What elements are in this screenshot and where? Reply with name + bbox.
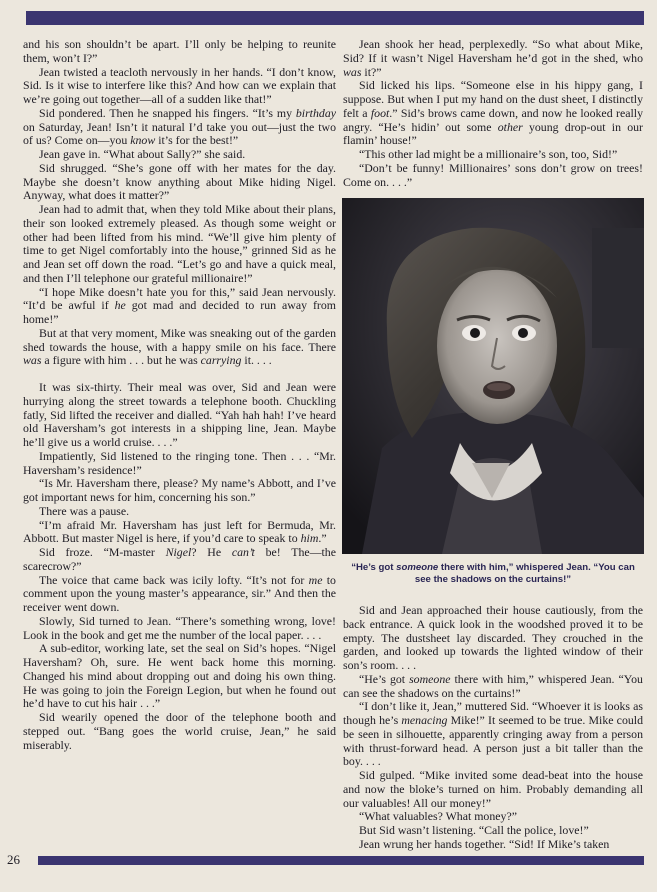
paragraph: “He’s got someone there with him,” whispered Jean. “You can see the shadows on the curtains!” (343, 671, 643, 700)
paragraph: Sid gulped. “Mike invited some dead-beat into the house and now the bloke’s turned on him. Probably demanding all our valuables! All our money!” (343, 768, 643, 810)
bottom-banner-bar (38, 856, 644, 865)
top-banner-bar (26, 11, 644, 25)
story-photo (342, 198, 644, 554)
paragraph: Sid and Jean approached their house cautiously, from the back entrance. A quick look in the woodshed proved it to be empty. The dustsheet lay discarded. They crouched in the garden, and looked up towards the lighted window of their son’s room. . . . (343, 603, 643, 672)
paragraph: Sid froze. “M-master Nigel? He can’t be! The—the scarecrow?” (23, 545, 336, 573)
paragraph: “I hope Mike doesn’t hate you for this,” said Jean nervously. “It’d be awful if he got mad and decided to run away from home!” (23, 284, 336, 326)
paragraph: But at that very moment, Mike was sneaking out of the garden shed towards the house, with a happy smile on his face. There was a figure with him . . . but he was carrying it. . . . (23, 325, 336, 368)
left-column (23, 38, 336, 752)
page-number: 26 (7, 852, 20, 867)
paragraph: Jean gave in. “What about Sally?” she said. (39, 147, 246, 161)
paragraph: The voice that came back was icily lofty. “It’s not for me to comment upon the young master’s appearance, sir.” And then the receiver went down. (23, 572, 336, 614)
paragraph: But Sid wasn’t listening. “Call the police, love!” (359, 823, 589, 837)
photo-illustration (342, 198, 644, 554)
paragraph: Sid licked his lips. “Someone else in his hippy gang, I suppose. But when I put my hand on the dust sheet, I distinctly felt a foot.” Sid’s brows came down, and now he looked really angry. “He’s hidin’ out some other young drop-out in our flamin’ house!” (343, 78, 643, 148)
paragraph: Slowly, Sid turned to Jean. “There’s something wrong, love! Look in the book and get me the number of the local paper. . . . (23, 613, 336, 642)
paragraph: Jean had to admit that, when they told Mike about their plans, their son looked extremely pleased. As though some weight or other had been lifted from his mind. “We’ll give him plenty of time to get Nigel comfortably into the house,” grinned Sid as he and Jean set off down the road. “Let’s go and have a quick meal, and then I’ll telephone our grateful millionaire!” (23, 202, 336, 285)
paragraph: Jean shook her head, perplexedly. “So what about Mike, Sid? If it wasn’t Nigel Haversham he’d got in the shed, who was it?” (343, 37, 643, 79)
paragraph: It was six-thirty. Their meal was over, Sid and Jean were hurrying along the street towards a telephone booth. Chuckling fatly, Sid lifted the receiver and dialled. “Yah hah hah! I’ve heard old Haversham’s got interests in a shipping line, Jean. Maybe he’ll give us a world cruise. . . .” (23, 380, 336, 449)
paragraph: “Is Mr. Haversham there, please? My name’s Abbott, and I’ve got important news for him, concerning his son.” (23, 476, 336, 504)
paragraph: There was a pause. (39, 503, 130, 518)
photo-caption: “He’s got someone there with him,” whispered Jean. “You can see the shadows on the curtains!” (351, 562, 635, 585)
paragraph: Jean twisted a teacloth nervously in her hands. “I don’t know, Sid. Is it wise to interfere like this? And how can we explain that we’re going out together—all of a sudden like that!” (23, 64, 336, 106)
paragraph: Sid shrugged. “She’s gone off with her mates for the day. Maybe she doesn’t know anything about Mike hiding Nigel. Anyway, what does it matter?” (23, 160, 336, 203)
paragraph: Sid pondered. Then he snapped his fingers. “It’s my birthday on Saturday, Jean! Isn’t it natural I’d take you out—just the two of us? Come on—you know it’s for the best!” (23, 105, 336, 148)
paragraph: “I’m afraid Mr. Haversham has just left for Bermuda, Mr. Abbott. But master Nigel is here, if you’d care to speak to him.” (23, 517, 336, 546)
right-column-bottom (343, 604, 643, 852)
paragraph: “This other lad might be a millionaire’s son, too, Sid!” (359, 147, 618, 161)
paragraph: “What valuables? What money?” (359, 809, 517, 824)
paragraph: and his son shouldn’t be apart. I’ll only be helping to reunite them, won’t I?” (23, 37, 336, 65)
paragraph: “Don’t be funny! Millionaires’ sons don’t grow on trees! Come on. . . .” (343, 160, 643, 189)
paragraph: Impatiently, Sid listened to the ringing tone. Then . . . “Mr. Haversham’s residence!” (23, 448, 336, 477)
paragraph: A sub-editor, working late, set the seal on Sid’s hopes. “Nigel Haversham? Oh, sure. He went back home this morning. Changed his mind about dropping out and doing his own thing. He was going to join the Foreign Legion, but when he found out he’d have to cut his hair . . .” (23, 641, 336, 711)
paragraph: Sid wearily opened the door of the telephone booth and stepped out. “Bang goes the world cruise, Jean,” he said miserably. (23, 710, 336, 752)
paragraph: Jean wrung her hands together. “Sid! If Mike’s taken (359, 836, 610, 851)
paragraph: “I don’t like it, Jean,” muttered Sid. “Whoever it is looks as though he’s menacing Mike!” It seemed to be true. Mike could be seen in silhouette, apparently cringing away from a person with thrust-forward head. A person just a bit taller than the boy. . . . (343, 699, 644, 769)
right-column-top (343, 38, 643, 189)
